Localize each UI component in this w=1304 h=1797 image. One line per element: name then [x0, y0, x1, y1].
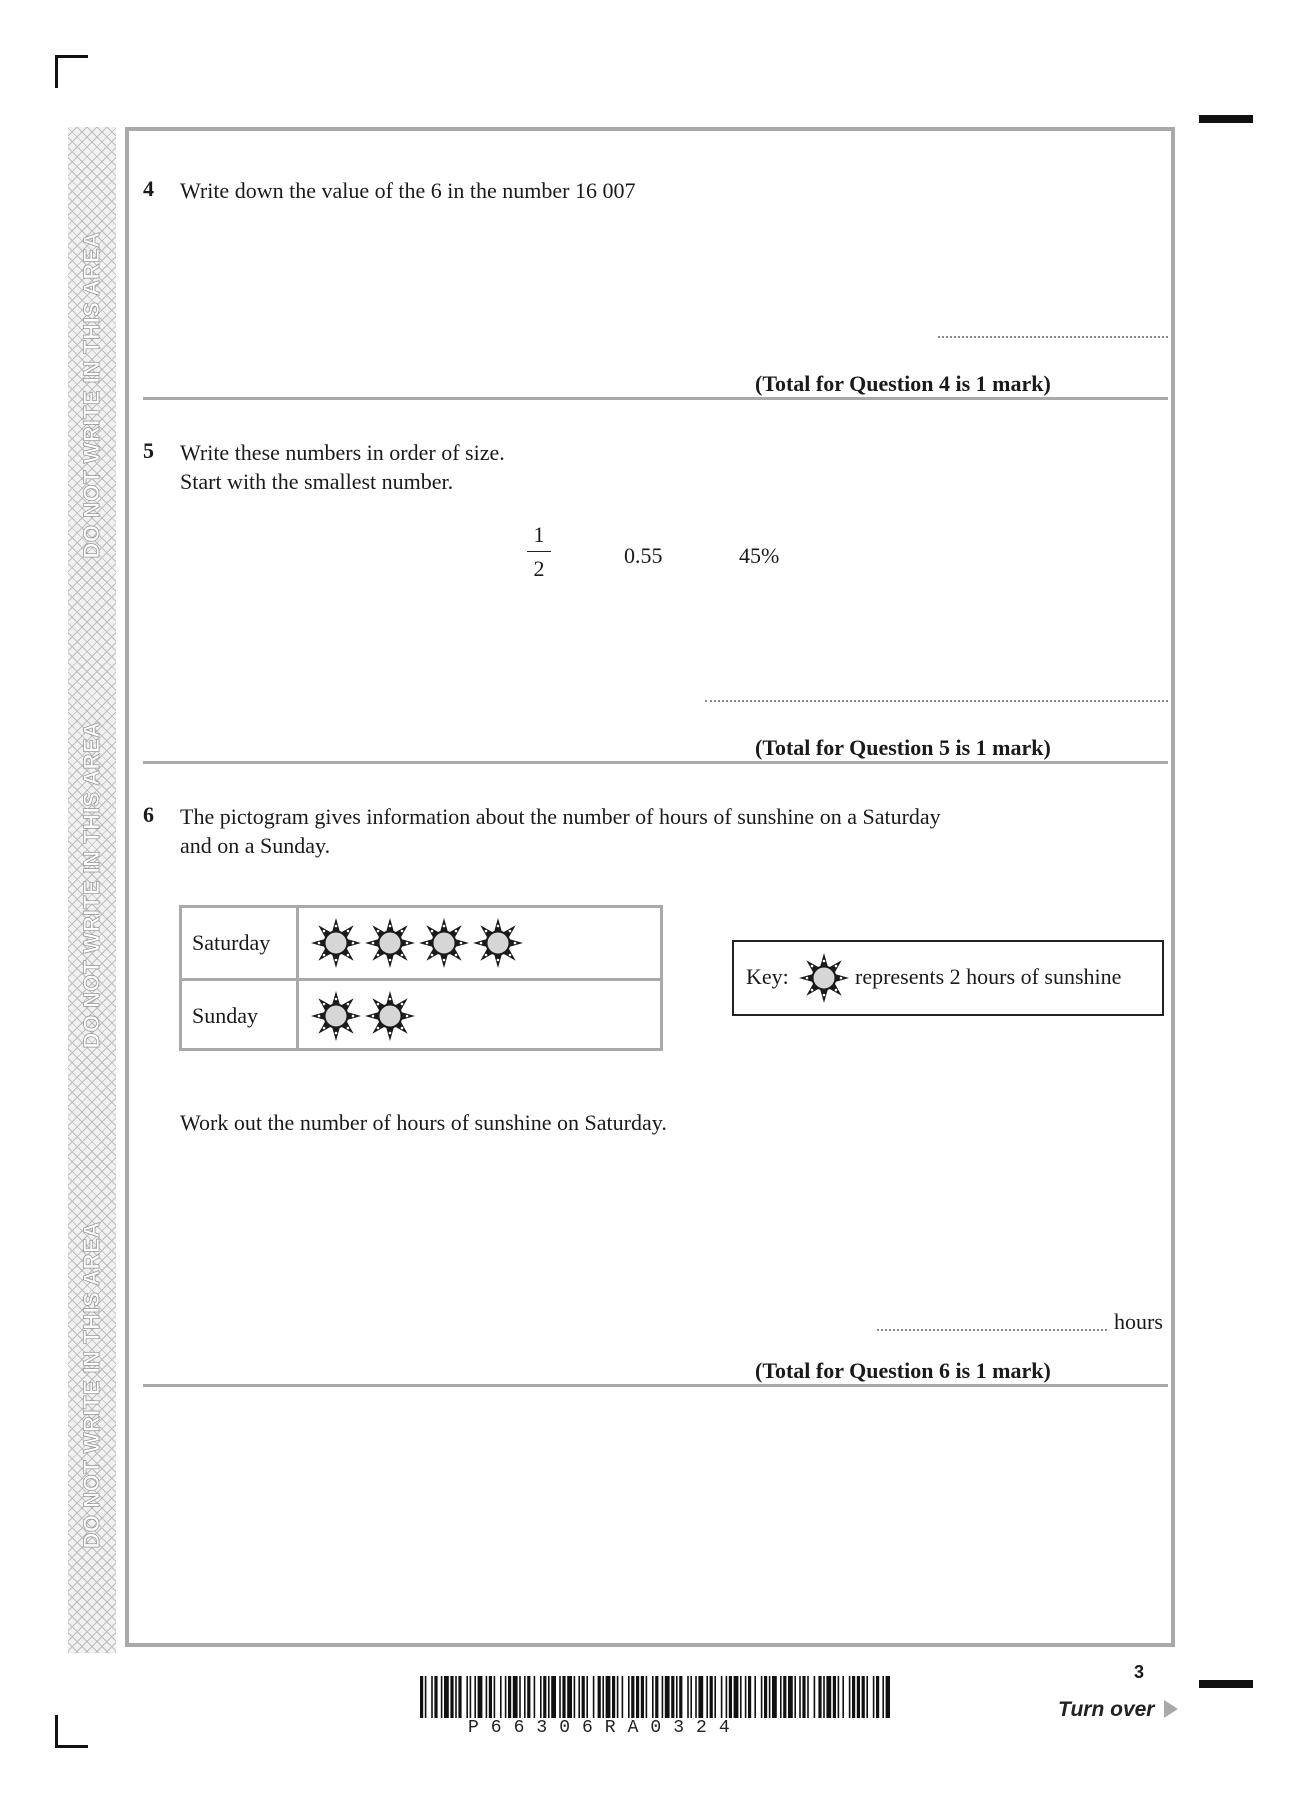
barcode-bar	[740, 1676, 742, 1718]
value-decimal: 0.55	[624, 543, 663, 568]
barcode-bar	[534, 1676, 536, 1718]
barcode-bar	[761, 1676, 763, 1718]
barcode-bar	[866, 1676, 868, 1718]
barcode	[420, 1676, 890, 1718]
barcode-bar	[474, 1676, 476, 1718]
arrow-right-icon	[1164, 1700, 1178, 1718]
barcode-bar	[450, 1676, 453, 1718]
question-4-answer-line[interactable]	[938, 336, 1168, 338]
sun-icon	[310, 917, 362, 969]
edge-mark-bottom	[1199, 1680, 1253, 1688]
barcode-bar	[636, 1676, 639, 1718]
question-5-line-1: Write these numbers in order of size.	[180, 440, 505, 465]
question-5-total: (Total for Question 5 is 1 mark)	[755, 735, 1051, 760]
barcode-bar	[662, 1676, 664, 1718]
answer-frame	[125, 127, 1175, 1647]
barcode-bar	[721, 1676, 723, 1718]
sun-icon	[364, 917, 416, 969]
barcode-bar	[628, 1676, 630, 1718]
pictogram-table	[179, 905, 663, 1051]
barcode-bar	[574, 1676, 576, 1718]
fraction-bar	[527, 551, 551, 552]
barcode-bar	[818, 1676, 821, 1718]
question-6-number: 6	[143, 802, 154, 827]
barcode-bar	[754, 1676, 756, 1718]
question-4-text: Write down the value of the 6 in the number 16 007	[180, 178, 636, 203]
question-5-answer-line[interactable]	[705, 700, 1168, 702]
page-number: 3	[1134, 1662, 1145, 1682]
barcode-bar	[578, 1676, 580, 1718]
barcode-bar	[519, 1676, 521, 1718]
barcode-bar	[562, 1676, 565, 1718]
barcode-bar	[873, 1676, 875, 1718]
barcode-bar	[606, 1676, 611, 1718]
question-4-divider	[143, 397, 1168, 400]
barcode-bar	[631, 1676, 634, 1718]
barcode-bar	[748, 1676, 751, 1718]
pictogram-day-label: Sunday	[192, 1003, 258, 1028]
sun-icon	[798, 952, 850, 1004]
question-6-divider	[143, 1384, 1168, 1387]
question-4-number: 4	[143, 176, 154, 201]
question-6-total: (Total for Question 6 is 1 mark)	[755, 1358, 1051, 1383]
question-5-divider	[143, 761, 1168, 764]
barcode-bar	[586, 1676, 588, 1718]
sun-icon	[364, 990, 416, 1042]
barcode-bar	[807, 1676, 809, 1718]
barcode-bar	[772, 1676, 777, 1718]
barcode-bar	[559, 1676, 561, 1718]
barcode-bar	[729, 1676, 732, 1718]
question-6-answer-unit: hours	[1114, 1309, 1163, 1334]
pictogram-day-label: Saturday	[192, 930, 271, 955]
question-5-number: 5	[143, 438, 154, 463]
barcode-bar	[676, 1676, 678, 1718]
barcode-bar	[622, 1676, 624, 1718]
barcode-bar	[799, 1676, 801, 1718]
barcode-bar	[425, 1676, 427, 1718]
barcode-bar	[826, 1676, 831, 1718]
barcode-bar	[548, 1676, 550, 1718]
barcode-bar	[882, 1676, 884, 1718]
barcode-bar	[671, 1676, 674, 1718]
barcode-bar	[458, 1676, 461, 1718]
barcode-bar	[783, 1676, 786, 1718]
barcode-bar	[849, 1676, 851, 1718]
barcode-bar	[814, 1676, 816, 1718]
barcode-bar	[508, 1676, 511, 1718]
barcode-bar	[764, 1676, 767, 1718]
barcode-bar	[687, 1676, 689, 1718]
barcode-bar	[543, 1676, 546, 1718]
margin-notice-3: DO NOT WRITE IN THIS AREA	[79, 1221, 104, 1549]
barcode-bar	[706, 1676, 708, 1718]
barcode-bar	[641, 1676, 644, 1718]
key-text: represents 2 hours of sunshine	[855, 964, 1122, 989]
pictogram-row-saturday	[182, 908, 660, 978]
barcode-bar	[505, 1676, 507, 1718]
turn-over	[1058, 1698, 1178, 1722]
fraction-numerator: 1	[533, 522, 545, 547]
barcode-bar	[527, 1676, 530, 1718]
barcode-bar	[470, 1676, 472, 1718]
crop-mark-bottom-horizontal	[55, 1745, 88, 1748]
barcode-bar	[431, 1676, 433, 1718]
margin-notice-2: DO NOT WRITE IN THIS AREA	[79, 721, 104, 1049]
barcode-bar	[612, 1676, 615, 1718]
barcode-bar	[551, 1676, 556, 1718]
barcode-bar	[420, 1676, 423, 1718]
barcode-bar	[862, 1676, 865, 1718]
barcode-bar	[466, 1676, 468, 1718]
barcode-bar	[838, 1676, 840, 1718]
barcode-bar	[478, 1676, 483, 1718]
question-6-line-2: and on a Sunday.	[180, 833, 331, 858]
barcode-bar	[745, 1676, 747, 1718]
barcode-bar	[434, 1676, 437, 1718]
barcode-bar	[794, 1676, 796, 1718]
crop-mark-bottom-vertical	[55, 1715, 58, 1748]
barcode-bar	[695, 1676, 697, 1718]
edge-mark-top	[1199, 115, 1253, 123]
barcode-bar	[690, 1676, 692, 1718]
barcode-bar	[489, 1676, 492, 1718]
barcode-bar	[665, 1676, 670, 1718]
barcode-bar	[567, 1676, 572, 1718]
turn-over-label: Turn over	[1058, 1698, 1155, 1721]
barcode-bar	[593, 1676, 595, 1718]
value-percent: 45%	[739, 543, 780, 568]
barcode-bar	[833, 1676, 836, 1718]
crop-mark-top-vertical	[55, 55, 58, 88]
question-6-line-1: The pictogram gives information about the number of hours of sunshine on a Saturday	[180, 804, 941, 829]
barcode-bar	[540, 1676, 542, 1718]
sun-icon	[418, 917, 470, 969]
question-5-line-2: Start with the smallest number.	[180, 469, 454, 494]
pictogram-row-sunday	[182, 981, 660, 1051]
barcode-bar	[734, 1676, 739, 1718]
fraction-denominator: 2	[533, 556, 545, 581]
fraction-one-half	[527, 522, 551, 582]
barcode-bar	[486, 1676, 488, 1718]
barcode-bar	[726, 1676, 728, 1718]
barcode-bar	[802, 1676, 805, 1718]
barcode-bar	[455, 1676, 457, 1718]
question-4-total: (Total for Question 4 is 1 mark)	[755, 371, 1051, 396]
barcode-bar	[842, 1676, 844, 1718]
barcode-bar	[646, 1676, 648, 1718]
barcode-bar	[823, 1676, 825, 1718]
barcode-bar	[582, 1676, 585, 1718]
barcode-bar	[857, 1676, 860, 1718]
barcode-bar	[710, 1676, 713, 1718]
barcode-bar	[698, 1676, 703, 1718]
sun-icon	[472, 917, 524, 969]
barcode-bar	[714, 1676, 716, 1718]
question-6-answer-line[interactable]	[877, 1329, 1107, 1331]
barcode-bar	[852, 1676, 855, 1718]
barcode-bar	[524, 1676, 526, 1718]
barcode-bar	[617, 1676, 619, 1718]
pictogram-key	[732, 940, 1164, 1016]
barcode-text: P66306RA0324	[468, 1718, 742, 1738]
barcode-bar	[876, 1676, 879, 1718]
crop-mark-top-horizontal	[55, 55, 88, 58]
sun-icon	[310, 990, 362, 1042]
margin-notice-1: DO NOT WRITE IN THIS AREA	[79, 231, 104, 559]
barcode-bar	[886, 1676, 890, 1718]
barcode-bar	[513, 1676, 518, 1718]
barcode-bar	[788, 1676, 793, 1718]
question-6-instruction: Work out the number of hours of sunshine on Saturday.	[180, 1110, 667, 1135]
barcode-bar	[679, 1676, 682, 1718]
barcode-bar	[769, 1676, 771, 1718]
barcode-bar	[444, 1676, 449, 1718]
barcode-bar	[598, 1676, 601, 1718]
key-label: Key:	[746, 964, 789, 989]
barcode-bar	[494, 1676, 496, 1718]
barcode-bar	[655, 1676, 658, 1718]
barcode-bar	[500, 1676, 502, 1718]
barcode-bar	[602, 1676, 604, 1718]
barcode-bar	[652, 1676, 654, 1718]
barcode-bar	[780, 1676, 782, 1718]
barcode-bar	[441, 1676, 443, 1718]
